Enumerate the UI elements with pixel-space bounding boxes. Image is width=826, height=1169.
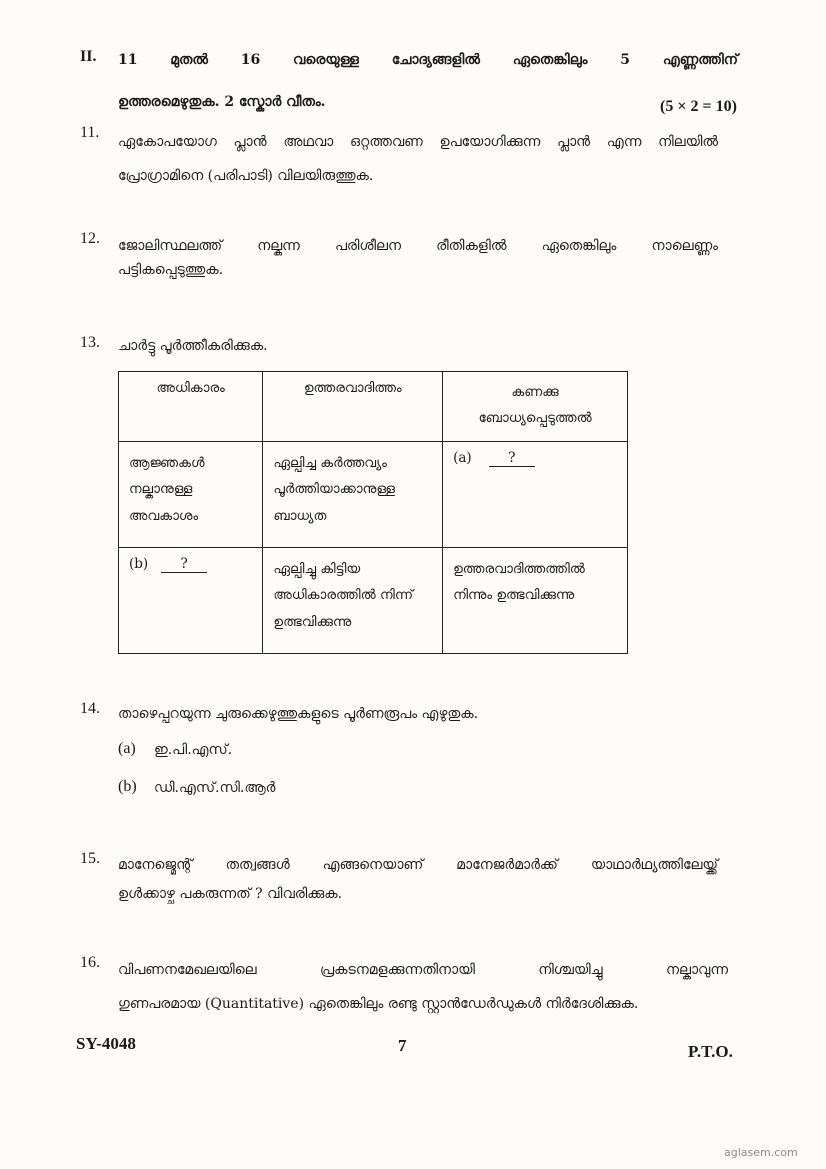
question-12-line1: ജോലിസ്ഥലത്ത് നല്കുന്ന പരിശീലന രീതികളിൽ ഏതെങ്കിലും നാലെണ്ണം bbox=[118, 238, 718, 254]
chart-header-authority: അധികാരം bbox=[119, 372, 263, 442]
question-number-16: 16. bbox=[80, 954, 100, 971]
question-16-line1: വിപണനമേഖലയിലെ പ്രകടനമളക്കുന്നതിനായി നിശ്ചയിച്ചു നല്കാവുന്ന bbox=[118, 962, 728, 978]
blank-label-a: (a) bbox=[453, 450, 472, 466]
blank-a: ? bbox=[489, 450, 535, 467]
pto-label: P.T.O. bbox=[688, 1042, 733, 1061]
question-11-line1: ഏകോപയോഗ പ്ലാൻ അഥവാ ഒറ്റത്തവണ ഉപയോഗിക്കുന്ന പ്ലാൻ എന്ന നിലയിൽ bbox=[118, 134, 718, 150]
question-number-12: 12. bbox=[80, 230, 100, 247]
chart-cell-authority-definition: ആജ്ഞകൾ നല്കാനുള്ള അവകാശം bbox=[119, 442, 263, 548]
question-14-text: താഴെപ്പറയുന്ന ചുരുക്കെഴുത്തുകളുടെ പൂർണരൂപം എഴുതുക. bbox=[118, 706, 479, 722]
section-instruction-line2: ഉത്തരമെഴുതുക. 2 സ്കോർ വീതം. bbox=[118, 94, 326, 110]
question-11-line2: പ്രോഗ്രാമിനെ (പരിപാടി) വിലയിരുത്തുക. bbox=[118, 168, 374, 184]
chart-cell-responsibility-origin: ഏല്പിച്ചു കിട്ടിയ അധികാരത്തിൽ നിന്ന് ഉത്ഭവിക്കുന്നു bbox=[263, 548, 443, 654]
paper-code: SY-4048 bbox=[76, 1034, 136, 1053]
page-number: 7 bbox=[398, 1036, 407, 1055]
section-number: II. bbox=[80, 48, 97, 65]
chart-header-accountability: കണക്കു ബോധ്യപ്പെടുത്തൽ bbox=[443, 372, 628, 442]
question-15-line2: ഉൾക്കാഴ്ച പകരുന്നത് ? വിവരിക്കുക. bbox=[118, 886, 343, 902]
section-marks: (5 × 2 = 10) bbox=[660, 98, 737, 115]
question-number-15: 15. bbox=[80, 850, 100, 867]
question-12-line2: പട്ടികപ്പെടുത്തുക. bbox=[118, 262, 224, 278]
chart-cell-authority-blank bbox=[119, 548, 263, 654]
option-b-text: ഡി.എസ്.സി.ആർ bbox=[154, 780, 276, 796]
option-a-text: ഇ.പി.എസ്. bbox=[154, 742, 233, 758]
question-number-11: 11. bbox=[80, 124, 100, 141]
chart-cell-responsibility-definition: ഏല്പിച്ച കർത്തവ്യം പൂർത്തിയാക്കാനുള്ള ബാധ്യത bbox=[263, 442, 443, 548]
blank-b: ? bbox=[161, 556, 207, 573]
blank-label-b: (b) bbox=[129, 556, 149, 572]
chart-header-responsibility: ഉത്തരവാദിത്തം bbox=[263, 372, 443, 442]
option-a-label: (a) bbox=[118, 740, 136, 757]
watermark-text: aglasem.com bbox=[724, 1146, 798, 1159]
question-13-text: ചാർട്ടു പൂർത്തീകരിക്കുക. bbox=[118, 338, 268, 354]
chart-table bbox=[118, 371, 628, 654]
chart-cell-accountability-origin: ഉത്തരവാദിത്തത്തിൽ നിന്നും ഉത്ഭവിക്കുന്നു bbox=[443, 548, 628, 654]
section-instruction-line1: 11 മുതൽ 16 വരെയുള്ള ചോദ്യങ്ങളിൽ ഏതെങ്കിലും 5 എണ്ണത്തിന് bbox=[118, 52, 738, 68]
chart-cell-accountability-blank bbox=[443, 442, 628, 548]
option-b-label: (b) bbox=[118, 778, 137, 795]
question-16-line2: ഗുണപരമായ (Quantitative) ഏതെങ്കിലും രണ്ടു സ്റ്റാൻഡേർഡുകൾ നിർദേശിക്കുക. bbox=[118, 996, 639, 1012]
question-number-13: 13. bbox=[80, 334, 100, 351]
question-15-line1: മാനേജ്മെന്റ് തത്വങ്ങൾ എങ്ങനെയാണ് മാനേജർമാർക്ക് യാഥാർഥ്യത്തിലേയ്ക്ക് bbox=[118, 857, 718, 873]
question-number-14: 14. bbox=[80, 700, 100, 717]
